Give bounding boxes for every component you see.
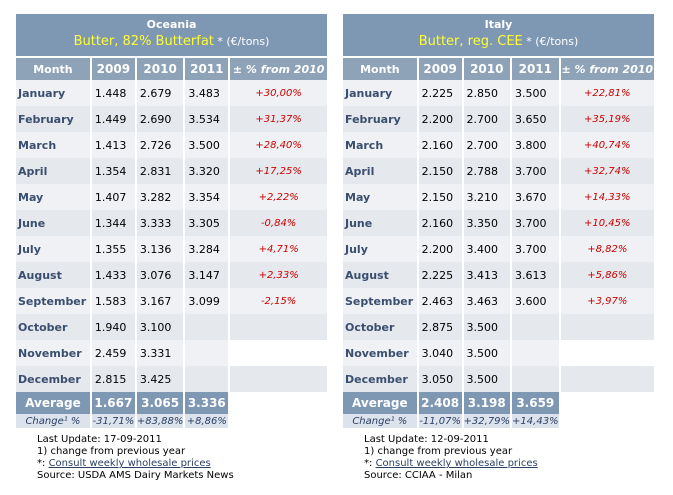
- value-2011: 3.320: [185, 158, 228, 184]
- pct-change: -2,15%: [230, 288, 327, 314]
- value-2009: 2.463: [419, 288, 462, 314]
- pct-change: +2,33%: [230, 262, 327, 288]
- value-2011: 3.650: [512, 106, 559, 132]
- value-2011: 3.354: [185, 184, 228, 210]
- header-2009: 2009: [92, 56, 135, 80]
- value-2010: 3.400: [464, 236, 511, 262]
- pct-change: +28,40%: [230, 132, 327, 158]
- table-row: [343, 106, 654, 132]
- value-2009: 2.815: [92, 366, 135, 392]
- pct-change: +31,37%: [230, 106, 327, 132]
- change-row: [343, 414, 654, 428]
- month-cell: September: [16, 288, 90, 314]
- value-2009: 2.225: [419, 80, 462, 106]
- value-2010: 3.167: [137, 288, 184, 314]
- value-2011: 3.483: [185, 80, 228, 106]
- month-cell: March: [16, 132, 90, 158]
- value-2010: 3.210: [464, 184, 511, 210]
- value-2009: 2.150: [419, 158, 462, 184]
- average-row: [16, 392, 327, 414]
- value-2010: 3.136: [137, 236, 184, 262]
- header-pct-change: ± % from 2010: [230, 56, 327, 80]
- month-cell: May: [16, 184, 90, 210]
- month-cell: September: [343, 288, 417, 314]
- value-2011: 3.099: [185, 288, 228, 314]
- month-cell: January: [16, 80, 90, 106]
- value-2011: 3.500: [185, 132, 228, 158]
- weekly-prices-link[interactable]: Consult weekly wholesale prices: [48, 458, 211, 469]
- value-2011: 3.800: [512, 132, 559, 158]
- value-2010: 3.463: [464, 288, 511, 314]
- value-2009: 1.344: [92, 210, 135, 236]
- region-title: Oceania: [146, 18, 197, 31]
- average-2010: 3.065: [137, 392, 184, 414]
- value-2011: [512, 340, 559, 366]
- change-2010: +83,88%: [136, 415, 184, 427]
- header-row: [343, 56, 654, 80]
- value-2010: 3.500: [464, 366, 511, 392]
- value-2011: 3.700: [512, 158, 559, 184]
- value-2009: 2.200: [419, 106, 462, 132]
- average-2009: 2.408: [419, 392, 462, 414]
- change-label: Change¹ %: [343, 414, 417, 428]
- table-row: [16, 158, 327, 184]
- month-cell: February: [343, 106, 417, 132]
- pct-change: +10,45%: [561, 210, 654, 236]
- region-title: Italy: [484, 18, 513, 31]
- pct-change: -0,84%: [230, 210, 327, 236]
- header-2009: 2009: [419, 56, 462, 80]
- value-2011: 3.600: [512, 288, 559, 314]
- average-2010: 3.198: [464, 392, 511, 414]
- source-note: Source: USDA AMS Dairy Markets News: [37, 470, 234, 481]
- source-note: Source: CCIAA - Milan: [364, 470, 473, 481]
- value-2009: 1.433: [92, 262, 135, 288]
- value-2010: 2.700: [464, 106, 511, 132]
- value-2010: 2.679: [137, 80, 184, 106]
- table-row: [16, 340, 327, 366]
- value-2011: 3.670: [512, 184, 559, 210]
- month-cell: August: [16, 262, 90, 288]
- value-2010: 3.425: [137, 366, 184, 392]
- price-panel-italy: [343, 14, 654, 481]
- table-row: [343, 80, 654, 106]
- value-2009: 2.225: [419, 262, 462, 288]
- value-2011: 3.613: [512, 262, 559, 288]
- value-2011: 3.284: [185, 236, 228, 262]
- last-update: Last Update: 12-09-2011: [364, 434, 489, 445]
- pct-change: +35,19%: [561, 106, 654, 132]
- footnotes: [364, 434, 538, 482]
- table-row: [16, 106, 327, 132]
- product-name: Butter, 82% Butterfat: [73, 34, 214, 49]
- table-row: [16, 366, 327, 392]
- value-2009: 2.875: [419, 314, 462, 340]
- value-2010: 2.726: [137, 132, 184, 158]
- pct-change: +8,82%: [561, 236, 654, 262]
- value-2011: 3.700: [512, 236, 559, 262]
- month-cell: April: [343, 158, 417, 184]
- value-2009: 1.449: [92, 106, 135, 132]
- change-empty: [230, 414, 327, 428]
- month-cell: January: [343, 80, 417, 106]
- panel-title: [16, 14, 327, 56]
- pct-change: [561, 314, 654, 340]
- average-empty: [561, 392, 654, 414]
- month-cell: March: [343, 132, 417, 158]
- value-2011: [185, 340, 228, 366]
- value-2009: 2.160: [419, 210, 462, 236]
- value-2009: 1.413: [92, 132, 135, 158]
- month-cell: May: [343, 184, 417, 210]
- month-cell: October: [343, 314, 417, 340]
- average-2009: 1.667: [92, 392, 135, 414]
- month-cell: February: [16, 106, 90, 132]
- average-2011: 3.336: [185, 392, 228, 414]
- footnotes: [37, 434, 234, 482]
- header-month: Month: [16, 56, 90, 80]
- value-2011: 3.700: [512, 210, 559, 236]
- pct-change: +3,97%: [561, 288, 654, 314]
- table-row: [16, 314, 327, 340]
- product-title: [16, 32, 327, 52]
- table-row: [343, 132, 654, 158]
- month-cell: July: [16, 236, 90, 262]
- average-label: Average: [16, 392, 90, 414]
- header-2011: 2011: [185, 56, 228, 80]
- table-row: [343, 210, 654, 236]
- pct-change: [230, 340, 327, 366]
- last-update: Last Update: 17-09-2011: [37, 434, 162, 445]
- value-2009: 2.200: [419, 236, 462, 262]
- value-2010: 2.690: [137, 106, 184, 132]
- month-cell: June: [343, 210, 417, 236]
- value-2010: 3.282: [137, 184, 184, 210]
- pct-change: +40,74%: [561, 132, 654, 158]
- pct-change: +30,00%: [230, 80, 327, 106]
- average-label: Average: [343, 392, 417, 414]
- table-row: [16, 236, 327, 262]
- value-2011: [185, 366, 228, 392]
- weekly-prices-link[interactable]: Consult weekly wholesale prices: [375, 458, 538, 469]
- table-row: [343, 366, 654, 392]
- product-name: Butter, reg. CEE: [418, 34, 523, 49]
- panel-title: [343, 14, 654, 56]
- table-row: [343, 340, 654, 366]
- month-cell: November: [16, 340, 90, 366]
- value-2010: 3.500: [464, 340, 511, 366]
- month-cell: August: [343, 262, 417, 288]
- pct-change: [230, 366, 327, 392]
- value-2011: 3.534: [185, 106, 228, 132]
- product-title: [343, 32, 654, 52]
- pct-change: +5,86%: [561, 262, 654, 288]
- value-2010: 3.500: [464, 314, 511, 340]
- value-2011: 3.500: [512, 80, 559, 106]
- table-row: [343, 236, 654, 262]
- value-2009: 1.407: [92, 184, 135, 210]
- value-2010: 3.333: [137, 210, 184, 236]
- product-unit: * (€/tons): [213, 35, 270, 48]
- average-empty: [230, 392, 327, 414]
- table-row: [343, 288, 654, 314]
- value-2011: [512, 366, 559, 392]
- pct-change: +22,81%: [561, 80, 654, 106]
- note-change: 1) change from previous year: [364, 446, 513, 457]
- note-prefix: *:: [364, 458, 376, 469]
- month-cell: October: [16, 314, 90, 340]
- value-2010: 2.788: [464, 158, 511, 184]
- pct-change: +17,25%: [230, 158, 327, 184]
- pct-change: +2,22%: [230, 184, 327, 210]
- table-row: [16, 80, 327, 106]
- change-2011: +8,86%: [186, 415, 227, 427]
- header-2011: 2011: [512, 56, 559, 80]
- month-cell: December: [343, 366, 417, 392]
- value-2011: [512, 314, 559, 340]
- change-2009: -11,07%: [419, 415, 461, 427]
- pct-change: [230, 314, 327, 340]
- value-2010: 3.076: [137, 262, 184, 288]
- price-table: [14, 56, 329, 428]
- pct-change: [561, 340, 654, 366]
- value-2010: 2.831: [137, 158, 184, 184]
- table-row: [343, 184, 654, 210]
- product-unit: * (€/tons): [522, 35, 579, 48]
- table-row: [343, 158, 654, 184]
- change-2009: -31,71%: [92, 415, 135, 427]
- value-2010: 3.413: [464, 262, 511, 288]
- value-2009: 1.583: [92, 288, 135, 314]
- table-row: [343, 262, 654, 288]
- table-row: [343, 314, 654, 340]
- pct-change: +32,74%: [561, 158, 654, 184]
- value-2009: 2.459: [92, 340, 135, 366]
- change-label: Change¹ %: [16, 414, 90, 428]
- value-2009: 1.355: [92, 236, 135, 262]
- change-2011: +14,43%: [512, 415, 559, 427]
- value-2009: 1.448: [92, 80, 135, 106]
- change-row: [16, 414, 327, 428]
- month-cell: June: [16, 210, 90, 236]
- header-2010: 2010: [464, 56, 511, 80]
- value-2010: 3.331: [137, 340, 184, 366]
- value-2009: 2.150: [419, 184, 462, 210]
- note-change: 1) change from previous year: [37, 446, 186, 457]
- month-cell: November: [343, 340, 417, 366]
- table-row: [16, 132, 327, 158]
- value-2009: 3.050: [419, 366, 462, 392]
- value-2010: 2.700: [464, 132, 511, 158]
- table-row: [16, 262, 327, 288]
- table-row: [16, 288, 327, 314]
- value-2011: 3.305: [185, 210, 228, 236]
- month-cell: July: [343, 236, 417, 262]
- pct-change: +4,71%: [230, 236, 327, 262]
- pct-change: +14,33%: [561, 184, 654, 210]
- value-2009: 1.354: [92, 158, 135, 184]
- value-2010: 3.350: [464, 210, 511, 236]
- header-2010: 2010: [137, 56, 184, 80]
- table-row: [16, 184, 327, 210]
- value-2011: 3.147: [185, 262, 228, 288]
- average-row: [343, 392, 654, 414]
- month-cell: April: [16, 158, 90, 184]
- value-2011: [185, 314, 228, 340]
- note-prefix: *:: [37, 458, 49, 469]
- change-2010: +32,79%: [463, 415, 511, 427]
- header-row: [16, 56, 327, 80]
- change-empty: [561, 414, 654, 428]
- note-prices: [364, 458, 538, 470]
- price-table: [341, 56, 656, 428]
- value-2010: 2.850: [464, 80, 511, 106]
- header-pct-change: ± % from 2010: [561, 56, 654, 80]
- table-row: [16, 210, 327, 236]
- value-2009: 2.160: [419, 132, 462, 158]
- note-prices: [37, 458, 234, 470]
- average-2011: 3.659: [512, 392, 559, 414]
- value-2010: 3.100: [137, 314, 184, 340]
- pct-change: [561, 366, 654, 392]
- price-panel-oceania: [16, 14, 327, 481]
- value-2009: 1.940: [92, 314, 135, 340]
- month-cell: December: [16, 366, 90, 392]
- header-month: Month: [343, 56, 417, 80]
- value-2009: 3.040: [419, 340, 462, 366]
